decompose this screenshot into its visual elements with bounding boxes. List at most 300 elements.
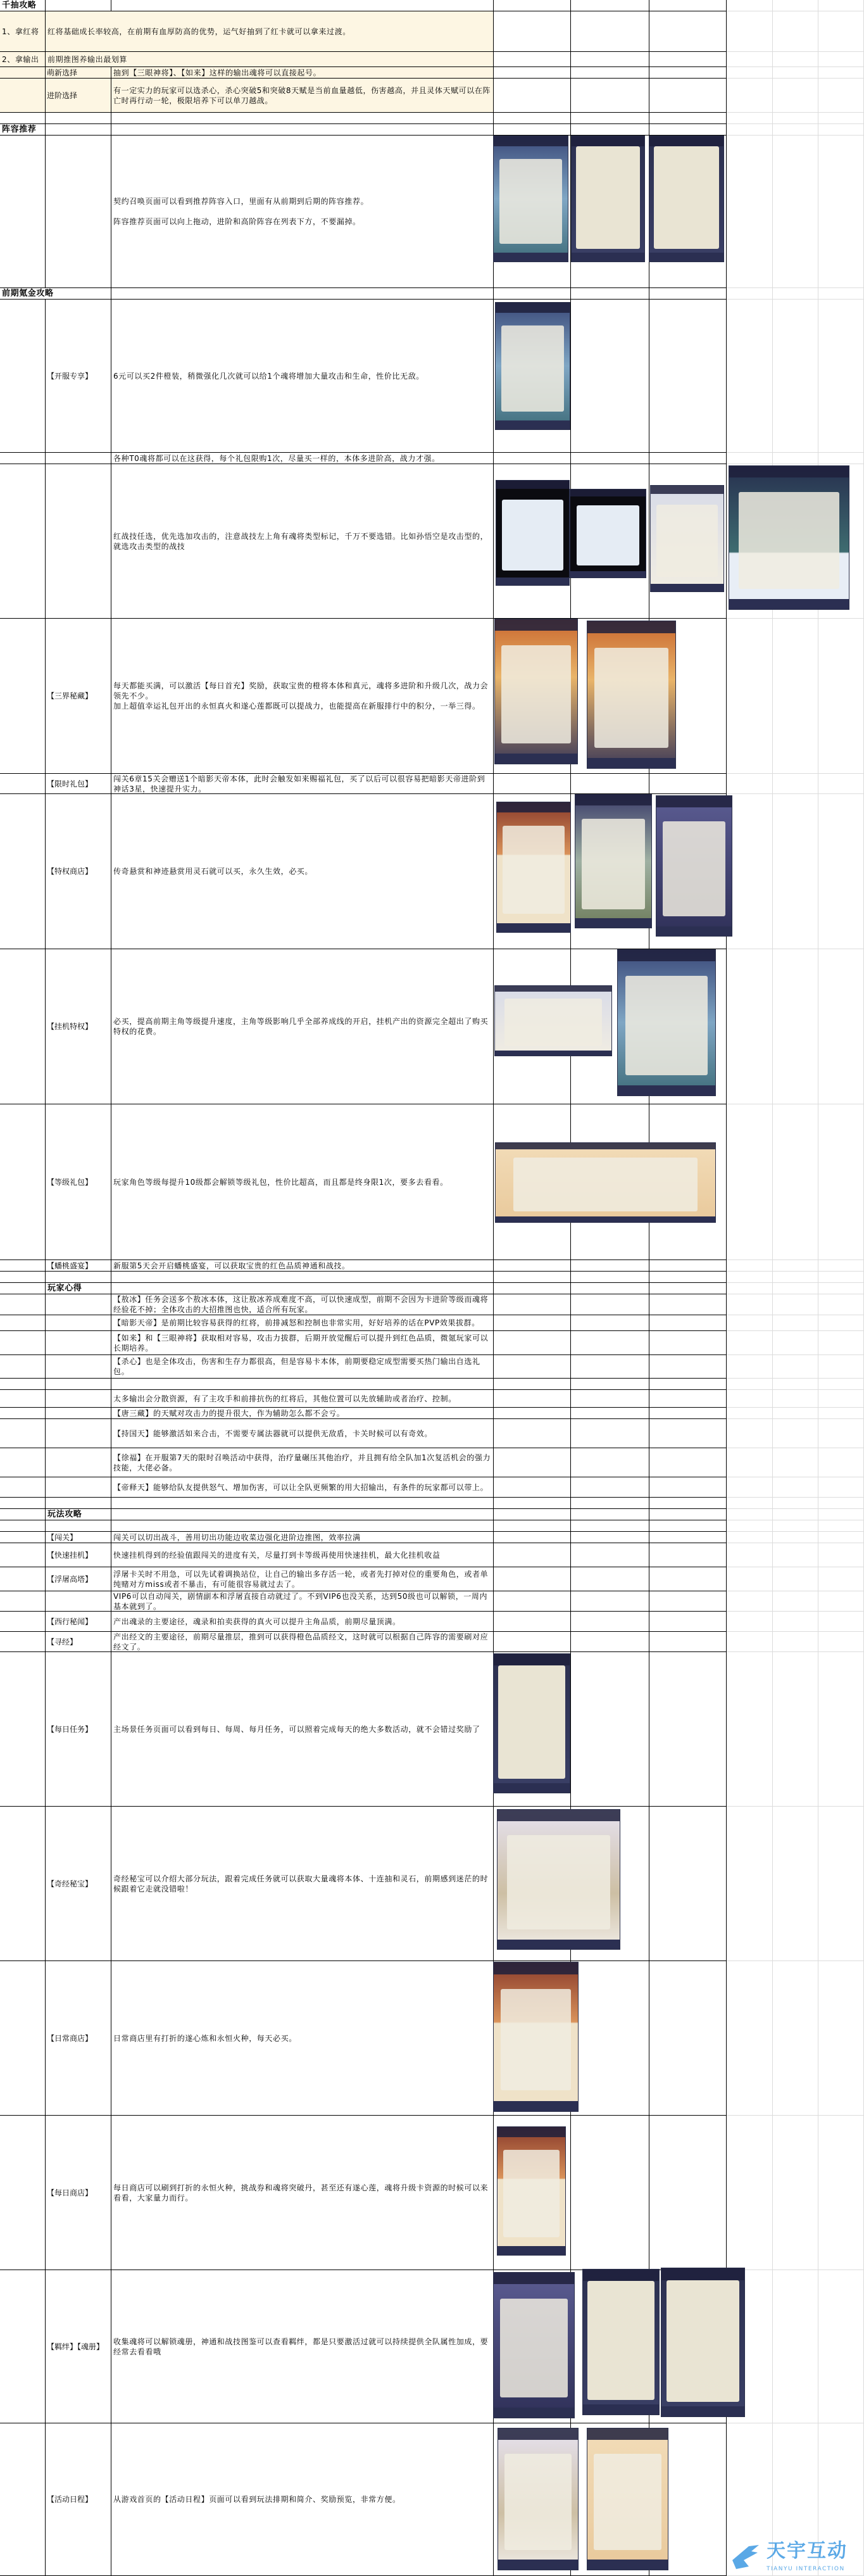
image-cell xyxy=(649,113,727,124)
row-label xyxy=(0,1498,46,1509)
row-label xyxy=(0,1567,46,1591)
empty-cell xyxy=(727,1961,773,2116)
image-cell xyxy=(649,1355,727,1379)
image-cell xyxy=(571,1961,649,2116)
item-description: 6元可以买2件橙装，稍微强化几次就可以给1个魂将增加大量攻击和生命，性价比无敌。 xyxy=(111,300,494,453)
table-row xyxy=(0,124,864,136)
screenshot-bar xyxy=(572,136,644,146)
three-realms-screenshot xyxy=(494,619,578,764)
tianyu-logo-icon xyxy=(730,2541,761,2570)
empty-cell xyxy=(773,1632,818,1652)
table-row xyxy=(0,1294,864,1315)
row-label xyxy=(0,1272,46,1283)
empty-cell xyxy=(773,1283,818,1294)
item-title: 【寻经】 xyxy=(46,1632,111,1652)
item-title xyxy=(46,1379,111,1390)
image-cell xyxy=(649,1294,727,1315)
image-cell xyxy=(494,1632,571,1652)
image-cell xyxy=(494,79,571,113)
table-row xyxy=(0,794,864,949)
item-title: 进阶选择 xyxy=(46,79,111,113)
daily-shop-screenshot xyxy=(493,1962,579,2112)
image-cell xyxy=(649,2116,727,2270)
item-description: 浮屠卡关时不用急，可以先试着调换站位，让自己的输出多存活一轮，或者先打掉对位的重要角色，或者单纯赌对方miss或者不暴击，有可能很容易就过去了。 xyxy=(111,1567,494,1591)
image-cell xyxy=(571,52,649,67)
screenshot-panel xyxy=(503,826,564,914)
screenshot-bar xyxy=(651,486,723,494)
empty-cell xyxy=(818,949,864,1104)
empty-cell xyxy=(773,1379,818,1390)
empty-cell xyxy=(727,1632,773,1652)
screenshot-bar xyxy=(496,1143,715,1149)
image-cell xyxy=(494,113,571,124)
daily-first-recharge-screenshot xyxy=(587,621,676,769)
row-label xyxy=(0,1652,46,1807)
empty-cell xyxy=(818,2270,864,2423)
screenshot-bar xyxy=(729,466,849,477)
item-description: 有一定实力的玩家可以选杀心，杀心突破5和突破8天赋是当前血量越低，伤害越高，并且灵体天赋可以在阵亡时再行动一轮，极限培养下可以单刀越战。 xyxy=(111,79,494,113)
image-cell xyxy=(649,1283,727,1294)
item-description: 每天都能买满，可以激活【每日首充】奖励，获取宝贵的橙将本体和真元，魂将多进阶和升级几次，战力会领先不少。 加上超值幸运礼包开出的永恒真火和遂心莲都既可以提战力，也能提高在新服排行中的积分，一举三得。 xyxy=(111,619,494,774)
item-description xyxy=(111,1520,494,1532)
table-row xyxy=(0,1520,864,1532)
table-row xyxy=(0,1104,864,1260)
screenshot-panel xyxy=(667,2280,739,2402)
screenshot-bar xyxy=(497,802,570,812)
image-cell xyxy=(494,1294,571,1315)
empty-cell xyxy=(727,1477,773,1498)
image-cell xyxy=(649,1532,727,1543)
empty-cell xyxy=(727,1567,773,1591)
item-title: 【奇经秘宝】 xyxy=(46,1807,111,1961)
item-title: 【蟠桃盛宴】 xyxy=(46,1260,111,1272)
image-cell xyxy=(649,11,727,52)
image-cell xyxy=(649,1509,727,1520)
empty-cell xyxy=(727,1612,773,1632)
item-title xyxy=(46,1390,111,1408)
image-cell xyxy=(494,1260,571,1272)
table-row xyxy=(0,1390,864,1408)
screenshot-bar xyxy=(495,986,611,992)
row-label xyxy=(0,1355,46,1379)
item-title: 【羁绊】【魂册】 xyxy=(46,2270,111,2423)
empty-cell xyxy=(727,949,773,1104)
empty-cell xyxy=(818,1477,864,1498)
table-row xyxy=(0,79,864,113)
item-description xyxy=(111,0,494,11)
row-label xyxy=(0,1509,46,1520)
empty-cell xyxy=(773,1543,818,1567)
image-cell xyxy=(494,52,571,67)
item-description xyxy=(111,1283,494,1294)
image-cell xyxy=(571,1315,649,1331)
world-map-screenshot xyxy=(575,794,652,928)
table-row xyxy=(0,1260,864,1272)
item-description: 奇经秘宝可以介绍大部分玩法，跟着完成任务就可以获取大量魂将本体、十连抽和灵石，前期感到迷茫的时候跟着它走就没错啦！ xyxy=(111,1807,494,1961)
empty-cell xyxy=(727,794,773,949)
empty-cell xyxy=(727,619,773,774)
empty-cell xyxy=(773,1477,818,1498)
empty-cell xyxy=(727,300,773,453)
empty-cell xyxy=(773,136,818,288)
image-cell xyxy=(494,11,571,52)
everyday-shop-screenshot xyxy=(497,2126,566,2256)
screenshot-panel xyxy=(499,159,561,244)
row-label xyxy=(0,1408,46,1419)
row-label xyxy=(0,1315,46,1331)
image-cell xyxy=(571,1509,649,1520)
empty-cell xyxy=(727,1520,773,1532)
image-cell xyxy=(494,1532,571,1543)
empty-cell xyxy=(727,1331,773,1355)
image-cell xyxy=(649,1961,727,2116)
empty-cell xyxy=(773,1961,818,2116)
empty-cell xyxy=(727,1355,773,1379)
empty-cell xyxy=(727,113,773,124)
image-cell xyxy=(649,1543,727,1567)
screenshot-panel xyxy=(513,1158,698,1211)
empty-cell xyxy=(727,1315,773,1331)
image-cell xyxy=(494,0,571,11)
item-title xyxy=(46,1315,111,1331)
empty-cell xyxy=(727,124,773,136)
screenshot-bar xyxy=(583,2270,659,2281)
screenshot-bar xyxy=(656,796,732,807)
empty-cell xyxy=(818,113,864,124)
empty-cell xyxy=(818,1498,864,1509)
empty-cell xyxy=(818,774,864,794)
row-label xyxy=(0,1591,46,1612)
screenshot-panel xyxy=(654,146,719,249)
empty-cell xyxy=(818,136,864,288)
table-row xyxy=(0,453,864,464)
table-row xyxy=(0,288,864,300)
image-cell xyxy=(494,1379,571,1390)
item-description: 契约召唤页面可以看到推荐阵容入口，里面有从前期到后期的阵容推荐。 阵容推荐页面可以向上拖动，进阶和高阶阵容在列表下方，不要漏掉。 xyxy=(111,136,494,288)
empty-cell xyxy=(773,2270,818,2423)
table-row xyxy=(0,1652,864,1807)
row-label xyxy=(0,1283,46,1294)
screenshot-panel xyxy=(501,645,570,743)
image-cell xyxy=(649,1448,727,1477)
empty-cell xyxy=(727,11,773,52)
empty-cell xyxy=(727,1390,773,1408)
image-cell xyxy=(649,453,727,464)
empty-cell xyxy=(818,300,864,453)
item-title: 【三界秘藏】 xyxy=(46,619,111,774)
screenshot-panel xyxy=(498,1665,565,1779)
item-description: 从游戏首页的【活动日程】页面可以看到玩法排期和简介、奖励预览，非常方便。 xyxy=(111,2423,494,2576)
bounty-screenshot xyxy=(656,795,732,937)
image-cell xyxy=(571,1448,649,1477)
screenshot-foot xyxy=(494,1783,570,1793)
image-cell xyxy=(571,1591,649,1612)
empty-cell xyxy=(818,1591,864,1612)
row-label xyxy=(0,1294,46,1315)
screenshot-bar xyxy=(587,621,675,633)
item-description: 主场景任务页面可以看到每日、每周、每月任务，可以照着完成每天的绝大多数活动，就不会错过奖励了 xyxy=(111,1652,494,1807)
empty-cell xyxy=(773,300,818,453)
item-description: 新服第5天会开启蟠桃盛宴，可以获取宝贵的红色品质神通和战技。 xyxy=(111,1260,494,1272)
empty-cell xyxy=(727,1379,773,1390)
row-label xyxy=(0,136,46,288)
item-description xyxy=(111,1272,494,1283)
lineup-advanced-screenshot xyxy=(649,136,724,262)
screenshot-panel xyxy=(625,976,707,1075)
daily-tasks-screenshot xyxy=(493,1653,570,1793)
screenshot-panel xyxy=(504,2454,572,2550)
empty-cell xyxy=(818,1390,864,1408)
image-cell xyxy=(571,774,649,794)
empty-cell xyxy=(818,1260,864,1272)
image-cell xyxy=(494,1448,571,1477)
secret-treasure-screenshot xyxy=(497,1809,620,1950)
row-label xyxy=(0,1520,46,1532)
table-row xyxy=(0,1477,864,1498)
item-title xyxy=(46,136,111,288)
empty-cell xyxy=(727,1532,773,1543)
activity-icons-screenshot xyxy=(495,1142,716,1223)
item-description: 产出经文的主要途径，前期尽量推层，推到可以获得橙色品质经文，这时就可以根据自己阵容的需要刷对应经文了。 xyxy=(111,1632,494,1652)
empty-cell xyxy=(727,67,773,79)
image-cell xyxy=(571,288,649,300)
empty-cell xyxy=(773,794,818,949)
row-label xyxy=(0,1632,46,1652)
item-title xyxy=(46,1419,111,1448)
row-label xyxy=(0,2423,46,2576)
image-cell xyxy=(494,1498,571,1509)
item-description: 传奇悬赏和神迹悬赏用灵石就可以买，永久生效，必买。 xyxy=(111,794,494,949)
image-cell xyxy=(494,124,571,136)
item-title: 【每日商店】 xyxy=(46,2116,111,2270)
bond-hero-screenshot xyxy=(493,2272,575,2418)
image-cell xyxy=(649,1272,727,1283)
table-row xyxy=(0,1355,864,1379)
image-cell xyxy=(494,1543,571,1567)
item-title: 【闯关】 xyxy=(46,1532,111,1543)
row-label xyxy=(0,949,46,1104)
screenshot-foot xyxy=(495,1051,611,1056)
image-cell xyxy=(571,1498,649,1509)
item-title: 【等级礼包】 xyxy=(46,1104,111,1260)
item-description xyxy=(111,1379,494,1390)
empty-cell xyxy=(773,1419,818,1448)
empty-cell xyxy=(727,52,773,67)
empty-cell xyxy=(773,11,818,52)
empty-cell xyxy=(818,11,864,52)
red-skill-item-screenshot xyxy=(496,480,570,586)
row-label xyxy=(0,1961,46,2116)
table-row xyxy=(0,1448,864,1477)
empty-cell xyxy=(818,0,864,11)
empty-cell xyxy=(818,1632,864,1652)
item-title: 【挂机特权】 xyxy=(46,949,111,1104)
empty-cell xyxy=(818,1961,864,2116)
table-row xyxy=(0,67,864,79)
empty-cell xyxy=(727,1104,773,1260)
empty-cell xyxy=(773,1591,818,1612)
screenshot-foot xyxy=(575,918,651,928)
empty-cell xyxy=(773,113,818,124)
screenshot-foot xyxy=(618,1085,715,1095)
empty-cell xyxy=(773,79,818,113)
row-label: 1、拿红将 xyxy=(0,11,46,52)
empty-cell xyxy=(773,0,818,11)
empty-cell xyxy=(773,1104,818,1260)
image-cell xyxy=(649,0,727,11)
row-label xyxy=(0,67,46,79)
empty-cell xyxy=(773,1652,818,1807)
table-row xyxy=(0,1532,864,1543)
sun-wukong-screenshot xyxy=(729,465,849,610)
empty-cell xyxy=(818,1272,864,1283)
soul-book-screenshot xyxy=(661,2268,745,2417)
image-cell xyxy=(571,1331,649,1355)
screenshot-foot xyxy=(587,2560,668,2570)
row-label xyxy=(0,79,46,113)
screenshot-foot xyxy=(572,253,644,262)
watermark-title: 天宇互动 xyxy=(767,2540,848,2562)
row-label xyxy=(0,1379,46,1390)
row-label xyxy=(0,113,46,124)
screenshot-foot xyxy=(494,2408,574,2418)
section-heading: 前期氪金攻略 xyxy=(0,288,111,300)
empty-cell xyxy=(727,1272,773,1283)
empty-cell xyxy=(727,1283,773,1294)
lineup-recommend-screenshot xyxy=(571,136,645,262)
privilege-shop-screenshot xyxy=(496,802,571,933)
screenshot-bar xyxy=(495,619,577,631)
item-description: 【唐三藏】的天赋对攻击力的提升很大，作为辅助怎么都不会亏。 xyxy=(111,1408,494,1419)
row-label xyxy=(0,1260,46,1272)
image-cell xyxy=(571,453,649,464)
main-menu-bar-screenshot xyxy=(494,985,612,1056)
empty-cell xyxy=(818,288,864,300)
row-description: 红将基础成长率较高，在前期有血厚防高的优势，运气好抽到了红卡就可以拿来过渡。 xyxy=(46,11,494,52)
table-row xyxy=(0,1543,864,1567)
empty-cell xyxy=(818,1543,864,1567)
image-cell xyxy=(571,11,649,52)
screenshot-bar xyxy=(494,2273,574,2284)
table-row xyxy=(0,1379,864,1390)
item-title: 萌新选择 xyxy=(46,67,111,79)
screenshot-bar xyxy=(494,136,568,146)
screenshot-bar xyxy=(496,481,569,489)
image-cell xyxy=(571,1355,649,1379)
image-cell xyxy=(571,1652,649,1807)
item-description: 【暗影天帝】是前期比较容易获得的红将，前排减怒和控制也非常实用，好好培养的话在PVP效果拔群。 xyxy=(111,1315,494,1331)
item-title xyxy=(46,124,111,136)
table-row xyxy=(0,1961,864,2116)
empty-cell xyxy=(773,52,818,67)
secret-skill-screenshot xyxy=(570,489,646,578)
image-cell xyxy=(571,0,649,11)
activity-schedule-screenshot xyxy=(587,2428,668,2570)
red-skill-chest-screenshot xyxy=(650,485,724,592)
watermark-subtitle: TIANYU INTERACTION xyxy=(767,2566,845,2572)
item-title xyxy=(46,1498,111,1509)
image-cell xyxy=(649,1260,727,1272)
screenshot-panel xyxy=(504,999,603,1046)
image-cell xyxy=(494,67,571,79)
empty-cell xyxy=(727,1543,773,1567)
image-cell xyxy=(649,1419,727,1448)
image-cell xyxy=(649,1408,727,1419)
screenshot-panel xyxy=(577,505,640,565)
empty-cell xyxy=(818,453,864,464)
item-description: 【持国天】能够激活如来合击，不需要专属法器就可以提供无敌盾，卡关时候可以有奇效。 xyxy=(111,1419,494,1448)
image-cell xyxy=(494,453,571,464)
item-description: 【帝释天】能够给队友提供怒气、增加伤害，可以让全队更频繁的用大招输出，有条件的玩家都可以带上。 xyxy=(111,1477,494,1498)
item-title xyxy=(46,113,111,124)
image-cell xyxy=(494,1390,571,1408)
empty-cell xyxy=(818,794,864,949)
image-cell xyxy=(571,1260,649,1272)
empty-cell xyxy=(727,453,773,464)
row-description: 前期推图养输出最划算 xyxy=(46,52,494,67)
item-title xyxy=(46,1272,111,1283)
item-title xyxy=(46,1448,111,1477)
row-label xyxy=(0,2116,46,2270)
empty-cell xyxy=(818,67,864,79)
image-cell xyxy=(571,1477,649,1498)
section-heading: 玩法攻略 xyxy=(46,1509,111,1520)
empty-cell xyxy=(818,1509,864,1520)
row-label xyxy=(0,300,46,453)
image-cell xyxy=(649,300,727,453)
screenshot-panel xyxy=(507,1835,610,1930)
opening-pack-screenshot xyxy=(495,302,570,430)
empty-cell xyxy=(727,1408,773,1419)
screenshot-bar xyxy=(498,1810,620,1821)
screenshot-foot xyxy=(497,923,570,932)
image-cell xyxy=(571,124,649,136)
item-description xyxy=(111,113,494,124)
empty-cell xyxy=(773,1612,818,1632)
image-cell xyxy=(649,1498,727,1509)
screenshot-panel xyxy=(501,325,563,412)
image-cell xyxy=(571,300,649,453)
screenshot-bar xyxy=(587,2428,668,2440)
image-cell xyxy=(649,1315,727,1331)
empty-cell xyxy=(773,1807,818,1961)
image-cell xyxy=(649,1591,727,1612)
screenshot-foot xyxy=(494,253,568,262)
screenshot-bar xyxy=(570,489,646,496)
image-cell xyxy=(494,1315,571,1331)
empty-cell xyxy=(773,1509,818,1520)
screenshot-bar xyxy=(494,1962,578,1974)
empty-cell xyxy=(818,1294,864,1315)
image-cell xyxy=(571,79,649,113)
image-cell xyxy=(494,1477,571,1498)
image-cell xyxy=(494,288,571,300)
screenshot-panel xyxy=(594,2454,661,2550)
empty-cell xyxy=(727,1652,773,1807)
empty-cell xyxy=(818,1652,864,1807)
row-label xyxy=(0,2270,46,2423)
row-label xyxy=(0,619,46,774)
item-description xyxy=(111,124,494,136)
table-row xyxy=(0,1408,864,1419)
item-title: 【日常商店】 xyxy=(46,1961,111,2116)
empty-cell xyxy=(727,79,773,113)
image-cell xyxy=(649,1652,727,1807)
empty-cell xyxy=(818,1448,864,1477)
item-description: 【敖冰】任务会送多个敖冰本体，这让敖冰养成难度不高，可以快速成型，前期不会因为卡进阶等级而魂将经验花不掉；全体攻击的大招推图也快，适合所有玩家。 xyxy=(111,1294,494,1315)
empty-cell xyxy=(818,124,864,136)
table-row xyxy=(0,2116,864,2270)
